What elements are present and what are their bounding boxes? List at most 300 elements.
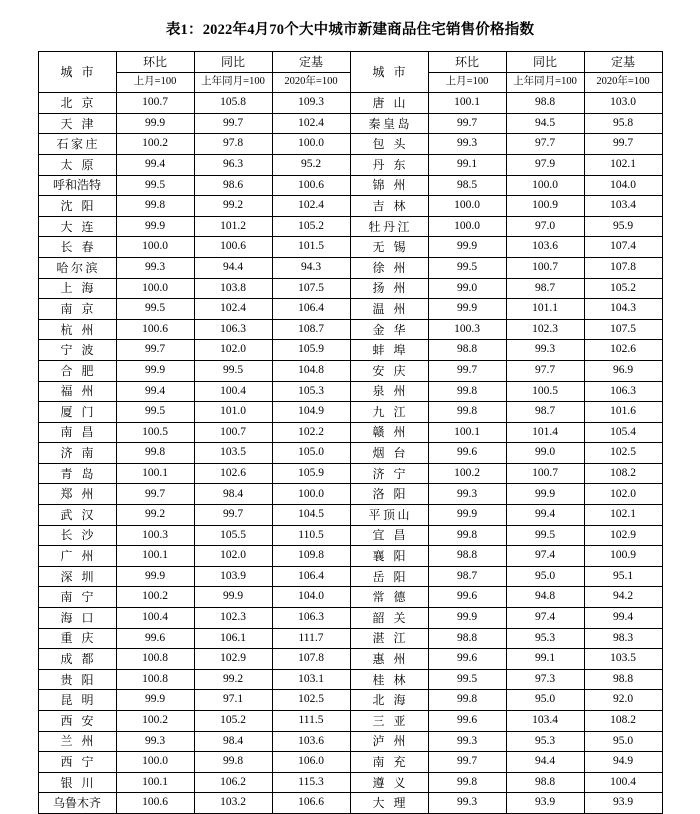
cell-yoy-right [506, 319, 584, 340]
base-value: 102.1 [610, 158, 636, 171]
table-row [38, 711, 662, 732]
table-row [38, 134, 662, 155]
mom-value: 100.5 [142, 425, 168, 438]
mom-value: 99.9 [456, 240, 478, 253]
city-name: 石家庄 [56, 137, 100, 152]
yoy-value: 98.8 [534, 775, 556, 788]
cell-mom-right [428, 566, 506, 587]
city-name: 唐山 [372, 95, 415, 110]
city-name: 太原 [60, 157, 103, 172]
cell-yoy-left [194, 360, 272, 381]
mom-value: 100.8 [142, 652, 168, 665]
cell-yoy-left [194, 566, 272, 587]
yoy-value: 97.4 [534, 611, 556, 624]
yoy-value: 98.6 [222, 178, 244, 191]
city-name: 安庆 [372, 363, 415, 378]
yoy-value: 102.3 [532, 322, 558, 335]
yoy-value: 94.5 [534, 116, 556, 129]
city-name: 长沙 [60, 528, 103, 543]
cell-base-left [272, 340, 350, 361]
cell-mom-right [428, 340, 506, 361]
base-value: 105.0 [298, 446, 324, 459]
cell-mom-left [116, 402, 194, 423]
yoy-value: 101.2 [220, 219, 246, 232]
base-value: 107.8 [298, 652, 324, 665]
mom-value: 99.3 [144, 734, 166, 747]
cell-city-left [38, 731, 116, 752]
yoy-value: 99.5 [222, 363, 244, 376]
cell-mom-left [116, 93, 194, 114]
yoy-value: 103.2 [220, 796, 246, 809]
base-value: 105.4 [610, 425, 636, 438]
cell-base-left [272, 443, 350, 464]
yoy-value: 99.5 [534, 528, 556, 541]
cell-yoy-left [194, 731, 272, 752]
cell-city-left [38, 257, 116, 278]
cell-base-left [272, 566, 350, 587]
base-value: 108.7 [298, 322, 324, 335]
cell-city-left [38, 690, 116, 711]
cell-mom-right [428, 546, 506, 567]
mom-value: 100.8 [142, 672, 168, 685]
mom-value: 100.0 [454, 219, 480, 232]
cell-city-left [38, 134, 116, 155]
cell-mom-left [116, 443, 194, 464]
cell-yoy-left [194, 772, 272, 793]
cell-mom-right [428, 278, 506, 299]
yoy-value: 95.0 [534, 693, 556, 706]
city-name: 天津 [60, 116, 103, 131]
city-name: 洛阳 [372, 487, 415, 502]
mom-value: 99.7 [144, 343, 166, 356]
mom-value: 99.9 [456, 508, 478, 521]
cell-city-right [350, 113, 428, 134]
cell-base-right [584, 196, 662, 217]
yoy-value: 105.8 [220, 96, 246, 109]
cell-city-left [38, 484, 116, 505]
cell-yoy-left [194, 793, 272, 814]
table-row [38, 546, 662, 567]
table-row [38, 381, 662, 402]
city-name: 合肥 [60, 363, 103, 378]
header-yoy-right: 同比 [506, 52, 584, 73]
city-name: 南京 [60, 301, 103, 316]
mom-value: 99.9 [144, 219, 166, 232]
mom-value: 100.1 [454, 96, 480, 109]
cell-mom-left [116, 731, 194, 752]
cell-city-left [38, 360, 116, 381]
mom-value: 98.8 [456, 343, 478, 356]
mom-value: 99.7 [456, 363, 478, 376]
mom-value: 100.7 [142, 96, 168, 109]
base-value: 99.7 [612, 137, 634, 150]
base-value: 94.9 [612, 755, 634, 768]
cell-base-right [584, 278, 662, 299]
mom-value: 99.5 [144, 302, 166, 315]
cell-base-right [584, 484, 662, 505]
cell-base-right [584, 525, 662, 546]
table-row [38, 216, 662, 237]
table-row [38, 793, 662, 814]
cell-base-right [584, 731, 662, 752]
cell-base-left [272, 278, 350, 299]
city-name: 遵义 [372, 775, 415, 790]
header-yoy-sub-left: 上年同月=100 [194, 72, 272, 93]
cell-city-left [38, 669, 116, 690]
cell-city-right [350, 752, 428, 773]
mom-value: 98.8 [456, 631, 478, 644]
cell-yoy-left [194, 525, 272, 546]
cell-base-left [272, 216, 350, 237]
city-name: 扬州 [372, 281, 415, 296]
cell-mom-right [428, 196, 506, 217]
cell-city-right [350, 134, 428, 155]
cell-mom-right [428, 628, 506, 649]
table-row [38, 669, 662, 690]
yoy-value: 99.7 [222, 116, 244, 129]
cell-mom-right [428, 154, 506, 175]
table-header [38, 52, 662, 93]
yoy-value: 102.3 [220, 611, 246, 624]
yoy-value: 102.0 [220, 549, 246, 562]
mom-value: 99.3 [144, 260, 166, 273]
table-body [38, 93, 662, 814]
base-value: 102.9 [610, 528, 636, 541]
cell-mom-left [116, 237, 194, 258]
cell-mom-right [428, 319, 506, 340]
yoy-value: 99.7 [222, 508, 244, 521]
document-page [0, 18, 700, 811]
base-value: 111.7 [298, 631, 324, 644]
cell-base-right [584, 360, 662, 381]
cell-mom-left [116, 587, 194, 608]
table-row [38, 649, 662, 670]
city-name: 银川 [60, 775, 103, 790]
cell-base-right [584, 690, 662, 711]
yoy-value: 98.4 [222, 734, 244, 747]
base-value: 106.4 [298, 569, 324, 582]
cell-city-left [38, 793, 116, 814]
yoy-value: 97.0 [534, 219, 556, 232]
cell-city-right [350, 649, 428, 670]
cell-city-left [38, 711, 116, 732]
cell-mom-right [428, 793, 506, 814]
cell-base-left [272, 711, 350, 732]
cell-yoy-right [506, 566, 584, 587]
city-name: 韶关 [372, 610, 415, 625]
yoy-value: 98.8 [534, 96, 556, 109]
header-mom-sub-left: 上月=100 [116, 72, 194, 93]
cell-mom-left [116, 422, 194, 443]
cell-mom-left [116, 669, 194, 690]
cell-yoy-left [194, 175, 272, 196]
header-row-top [38, 52, 662, 73]
yoy-value: 102.0 [220, 343, 246, 356]
cell-base-left [272, 175, 350, 196]
cell-city-right [350, 793, 428, 814]
table-row [38, 608, 662, 629]
cell-city-right [350, 216, 428, 237]
city-name: 北京 [60, 95, 103, 110]
city-name: 宁波 [60, 343, 103, 358]
base-value: 105.2 [610, 281, 636, 294]
base-value: 103.0 [610, 96, 636, 109]
header-mom-right: 环比 [428, 52, 506, 73]
cell-mom-left [116, 793, 194, 814]
mom-value: 99.3 [456, 734, 478, 747]
base-value: 99.4 [612, 611, 634, 624]
yoy-value: 101.1 [532, 302, 558, 315]
mom-value: 99.5 [144, 178, 166, 191]
city-name: 厦门 [60, 404, 103, 419]
yoy-value: 95.3 [534, 734, 556, 747]
cell-city-left [38, 422, 116, 443]
cell-yoy-left [194, 299, 272, 320]
cell-yoy-left [194, 443, 272, 464]
yoy-value: 100.0 [532, 178, 558, 191]
yoy-value: 102.6 [220, 466, 246, 479]
mom-value: 100.3 [454, 322, 480, 335]
cell-mom-right [428, 525, 506, 546]
table-row [38, 360, 662, 381]
header-mom-left: 环比 [116, 52, 194, 73]
cell-city-left [38, 299, 116, 320]
mom-value: 100.6 [142, 796, 168, 809]
mom-value: 99.1 [456, 158, 478, 171]
base-value: 105.9 [298, 343, 324, 356]
cell-base-left [272, 628, 350, 649]
cell-yoy-left [194, 649, 272, 670]
city-name: 牡丹江 [368, 219, 412, 234]
cell-yoy-right [506, 402, 584, 423]
header-yoy-sub-right: 上年同月=100 [506, 72, 584, 93]
mom-value: 100.1 [142, 549, 168, 562]
header-base-left: 定基 [272, 52, 350, 73]
cell-mom-left [116, 690, 194, 711]
yoy-value: 99.8 [222, 755, 244, 768]
base-value: 106.4 [298, 302, 324, 315]
cell-mom-left [116, 216, 194, 237]
cell-city-right [350, 402, 428, 423]
cell-yoy-right [506, 154, 584, 175]
mom-value: 99.8 [456, 693, 478, 706]
base-value: 95.0 [612, 734, 634, 747]
cell-base-left [272, 299, 350, 320]
cell-mom-right [428, 402, 506, 423]
cell-base-right [584, 319, 662, 340]
base-value: 101.6 [610, 405, 636, 418]
cell-base-right [584, 463, 662, 484]
cell-base-right [584, 113, 662, 134]
mom-value: 99.8 [456, 384, 478, 397]
cell-city-right [350, 299, 428, 320]
cell-base-right [584, 505, 662, 526]
cell-base-right [584, 772, 662, 793]
cell-mom-left [116, 772, 194, 793]
city-name: 武汉 [60, 507, 103, 522]
base-value: 95.9 [612, 219, 634, 232]
table-row [38, 422, 662, 443]
city-name: 昆明 [60, 693, 103, 708]
cell-city-right [350, 690, 428, 711]
table-row [38, 525, 662, 546]
cell-city-right [350, 154, 428, 175]
cell-city-left [38, 546, 116, 567]
cell-yoy-right [506, 484, 584, 505]
cell-city-right [350, 505, 428, 526]
cell-city-right [350, 628, 428, 649]
city-name: 青岛 [60, 466, 103, 481]
cell-mom-right [428, 113, 506, 134]
cell-city-left [38, 463, 116, 484]
city-name: 济宁 [372, 466, 415, 481]
table-row [38, 257, 662, 278]
mom-value: 99.6 [456, 652, 478, 665]
cell-mom-right [428, 175, 506, 196]
mom-value: 100.2 [142, 137, 168, 150]
cell-mom-left [116, 463, 194, 484]
cell-yoy-right [506, 196, 584, 217]
city-name: 大理 [372, 796, 415, 811]
yoy-value: 106.3 [220, 322, 246, 335]
city-name: 兰州 [60, 734, 103, 749]
mom-value: 99.9 [144, 569, 166, 582]
cell-city-right [350, 196, 428, 217]
cell-city-right [350, 587, 428, 608]
cell-mom-left [116, 319, 194, 340]
cell-base-left [272, 793, 350, 814]
cell-yoy-left [194, 669, 272, 690]
cell-base-right [584, 422, 662, 443]
base-value: 105.9 [298, 466, 324, 479]
mom-value: 99.4 [144, 384, 166, 397]
mom-value: 99.7 [456, 755, 478, 768]
cell-yoy-right [506, 443, 584, 464]
cell-base-right [584, 299, 662, 320]
cell-city-left [38, 154, 116, 175]
cell-base-right [584, 546, 662, 567]
cell-yoy-left [194, 505, 272, 526]
yoy-value: 97.9 [534, 158, 556, 171]
city-name: 呼和浩特 [52, 178, 101, 193]
cell-city-right [350, 422, 428, 443]
cell-mom-left [116, 752, 194, 773]
cell-base-right [584, 711, 662, 732]
cell-city-left [38, 752, 116, 773]
yoy-value: 94.8 [534, 590, 556, 603]
cell-yoy-left [194, 113, 272, 134]
yoy-value: 100.6 [220, 240, 246, 253]
city-name: 金华 [372, 322, 415, 337]
cell-base-right [584, 340, 662, 361]
cell-base-right [584, 93, 662, 114]
cell-city-right [350, 463, 428, 484]
base-value: 107.8 [610, 260, 636, 273]
cell-yoy-right [506, 628, 584, 649]
cell-yoy-right [506, 381, 584, 402]
cell-base-left [272, 752, 350, 773]
table-row [38, 690, 662, 711]
cell-base-left [272, 587, 350, 608]
city-name: 重庆 [60, 631, 103, 646]
city-name: 贵阳 [60, 672, 103, 687]
base-value: 103.6 [298, 734, 324, 747]
city-name: 温州 [372, 301, 415, 316]
city-name: 包头 [372, 137, 415, 152]
base-value: 105.2 [298, 219, 324, 232]
table-row [38, 566, 662, 587]
city-name: 西安 [60, 713, 103, 728]
cell-mom-left [116, 608, 194, 629]
mom-value: 98.7 [456, 569, 478, 582]
cell-city-left [38, 340, 116, 361]
cell-base-right [584, 566, 662, 587]
cell-mom-left [116, 360, 194, 381]
mom-value: 99.8 [144, 199, 166, 212]
cell-base-left [272, 772, 350, 793]
city-name: 平顶山 [368, 507, 412, 522]
cell-city-right [350, 257, 428, 278]
mom-value: 98.5 [456, 178, 478, 191]
mom-value: 99.9 [144, 693, 166, 706]
cell-base-right [584, 154, 662, 175]
mom-value: 99.7 [456, 116, 478, 129]
cell-yoy-right [506, 216, 584, 237]
cell-base-right [584, 381, 662, 402]
cell-city-left [38, 566, 116, 587]
mom-value: 99.8 [456, 775, 478, 788]
cell-base-right [584, 649, 662, 670]
cell-base-left [272, 505, 350, 526]
cell-yoy-left [194, 381, 272, 402]
mom-value: 99.0 [456, 281, 478, 294]
cell-city-right [350, 175, 428, 196]
cell-mom-left [116, 340, 194, 361]
cell-base-right [584, 628, 662, 649]
cell-base-left [272, 731, 350, 752]
yoy-value: 99.2 [222, 672, 244, 685]
cell-base-right [584, 257, 662, 278]
cell-base-right [584, 587, 662, 608]
mom-value: 100.3 [142, 528, 168, 541]
city-name: 常德 [372, 590, 415, 605]
cell-yoy-left [194, 237, 272, 258]
mom-value: 100.0 [142, 755, 168, 768]
table-row [38, 505, 662, 526]
cell-base-right [584, 608, 662, 629]
mom-value: 100.2 [142, 714, 168, 727]
table-row [38, 154, 662, 175]
cell-city-right [350, 711, 428, 732]
base-value: 115.3 [298, 775, 324, 788]
cell-base-right [584, 752, 662, 773]
city-name: 杭州 [60, 322, 103, 337]
cell-city-left [38, 319, 116, 340]
yoy-value: 103.9 [220, 569, 246, 582]
city-name: 烟台 [372, 446, 415, 461]
cell-base-right [584, 237, 662, 258]
cell-base-right [584, 669, 662, 690]
cell-yoy-left [194, 711, 272, 732]
mom-value: 99.3 [456, 487, 478, 500]
cell-yoy-left [194, 463, 272, 484]
header-mom-sub-right: 上月=100 [428, 72, 506, 93]
base-value: 106.6 [298, 796, 324, 809]
yoy-value: 94.4 [534, 755, 556, 768]
base-value: 102.6 [610, 343, 636, 356]
base-value: 94.2 [612, 590, 634, 603]
cell-city-right [350, 93, 428, 114]
